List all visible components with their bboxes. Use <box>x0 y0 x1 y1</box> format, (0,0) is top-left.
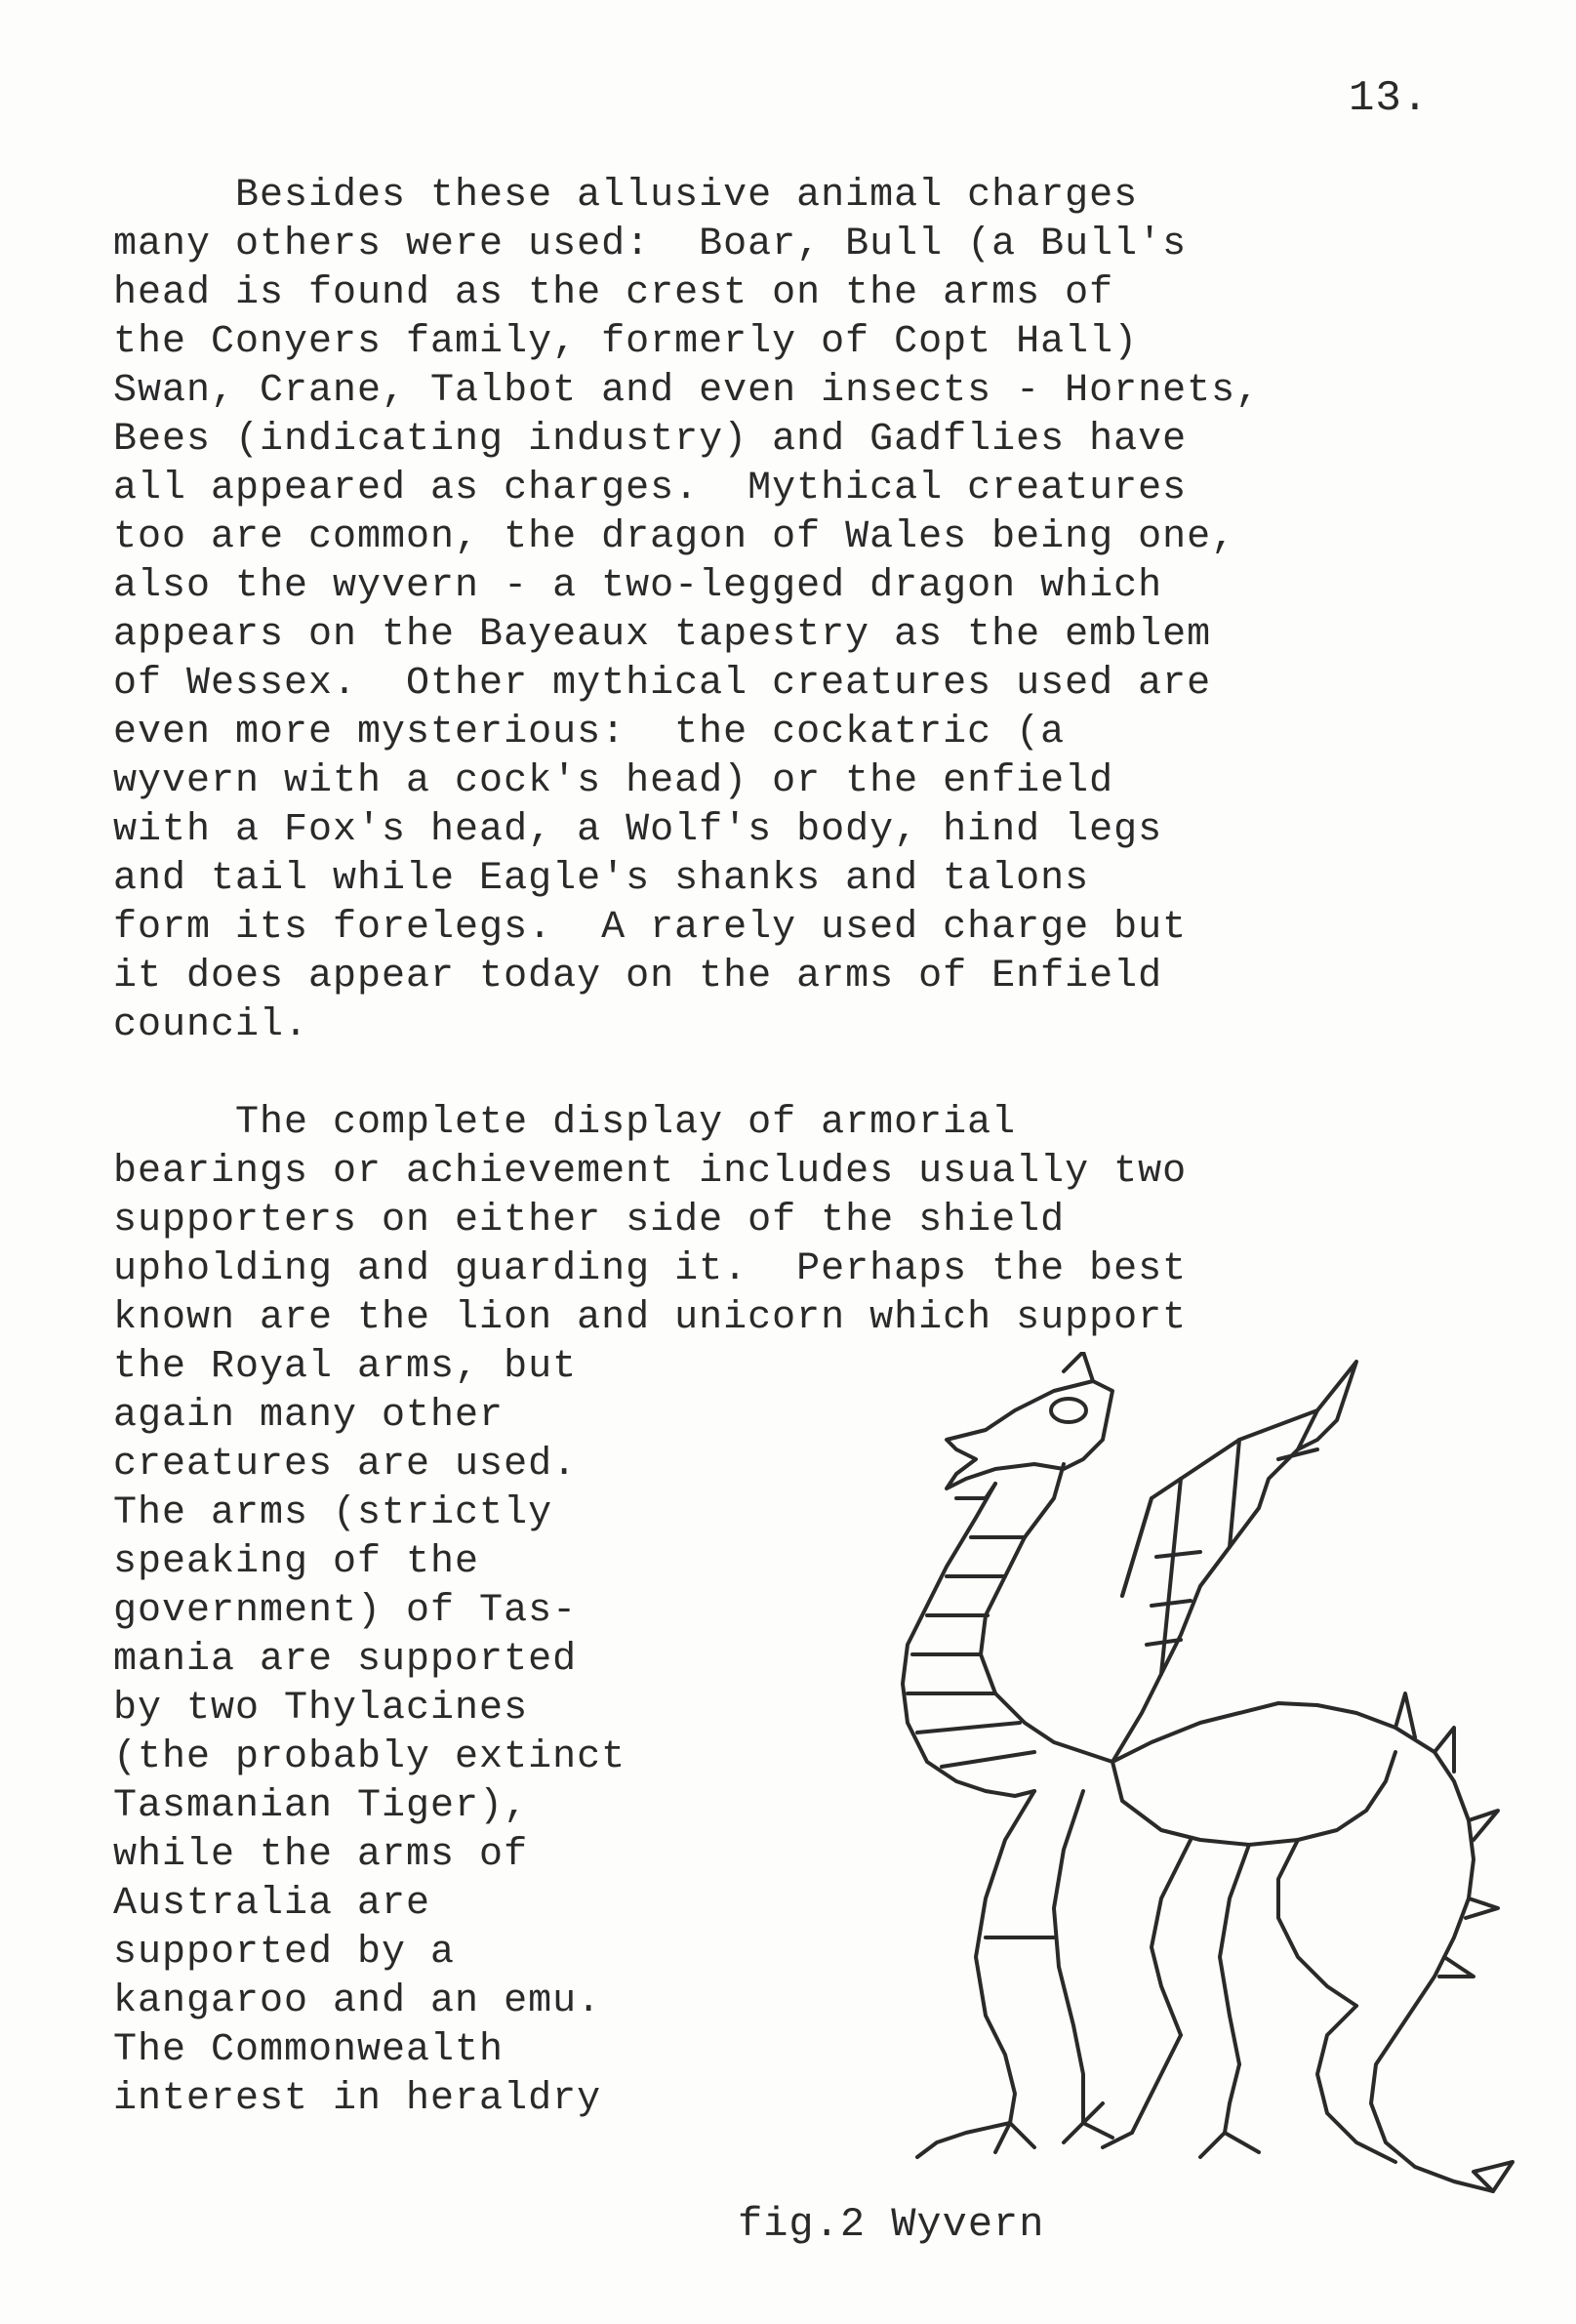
text-line: Besides these allusive animal charges <box>113 174 1139 218</box>
text-line: supported by a <box>113 1931 456 1975</box>
text-line: while the arms of <box>113 1833 529 1877</box>
text-line: bearings or achievement includes usually two <box>113 1150 1188 1194</box>
text-line: with a Fox's head, a Wolf's body, hind legs <box>113 808 1163 852</box>
text-line: head is found as the crest on the arms of <box>113 271 1114 315</box>
text-line: Australia are <box>113 1882 431 1926</box>
text-line: again many other <box>113 1394 505 1438</box>
text-line: mania are supported <box>113 1638 578 1682</box>
text-line: Swan, Crane, Talbot and even insects - Hornets, <box>113 369 1261 413</box>
text-line: and tail while Eagle's shanks and talons <box>113 857 1090 901</box>
text-line: The complete display of armorial <box>113 1101 1017 1145</box>
text-line: form its forelegs. A rarely used charge but <box>113 906 1188 950</box>
text-line: appears on the Bayeaux tapestry as the emblem <box>113 613 1212 657</box>
figure-caption: fig.2 Wyvern <box>738 2201 1045 2248</box>
text-line: even more mysterious: the cockatric (a <box>113 711 1066 754</box>
text-line: The arms (strictly <box>113 1491 553 1535</box>
text-line: also the wyvern - a two-legged dragon which <box>113 564 1163 608</box>
page-number: 13. <box>1349 74 1430 123</box>
text-line: (the probably extinct <box>113 1735 626 1779</box>
text-line: wyvern with a cock's head) or the enfield <box>113 759 1114 803</box>
text-line: council. <box>113 1003 309 1047</box>
text-line: the Royal arms, but <box>113 1345 578 1389</box>
text-line: all appeared as charges. Mythical creatures <box>113 467 1188 510</box>
text-line: interest in heraldry <box>113 2077 602 2121</box>
text-line: many others were used: Boar, Bull (a Bull's <box>113 223 1188 266</box>
wyvern-icon <box>771 1352 1532 2211</box>
text-line: by two Thylacines <box>113 1687 529 1731</box>
text-line: of Wessex. Other mythical creatures used are <box>113 662 1212 706</box>
text-line: known are the lion and unicorn which support <box>113 1296 1188 1340</box>
text-line: supporters on either side of the shield <box>113 1199 1066 1243</box>
text-line: it does appear today on the arms of Enfield <box>113 955 1163 999</box>
text-line: The Commonwealth <box>113 2028 505 2072</box>
text-line: too are common, the dragon of Wales being one, <box>113 515 1236 559</box>
text-line: Bees (indicating industry) and Gadflies have <box>113 418 1188 462</box>
text-line: upholding and guarding it. Perhaps the best <box>113 1247 1188 1291</box>
text-line: creatures are used. <box>113 1443 578 1487</box>
text-line: government) of Tas- <box>113 1589 578 1633</box>
text-line: Tasmanian Tiger), <box>113 1784 529 1828</box>
text-line: speaking of the <box>113 1540 480 1584</box>
text-line: the Conyers family, formerly of Copt Hall) <box>113 320 1139 364</box>
text-line: kangaroo and an emu. <box>113 1979 602 2023</box>
